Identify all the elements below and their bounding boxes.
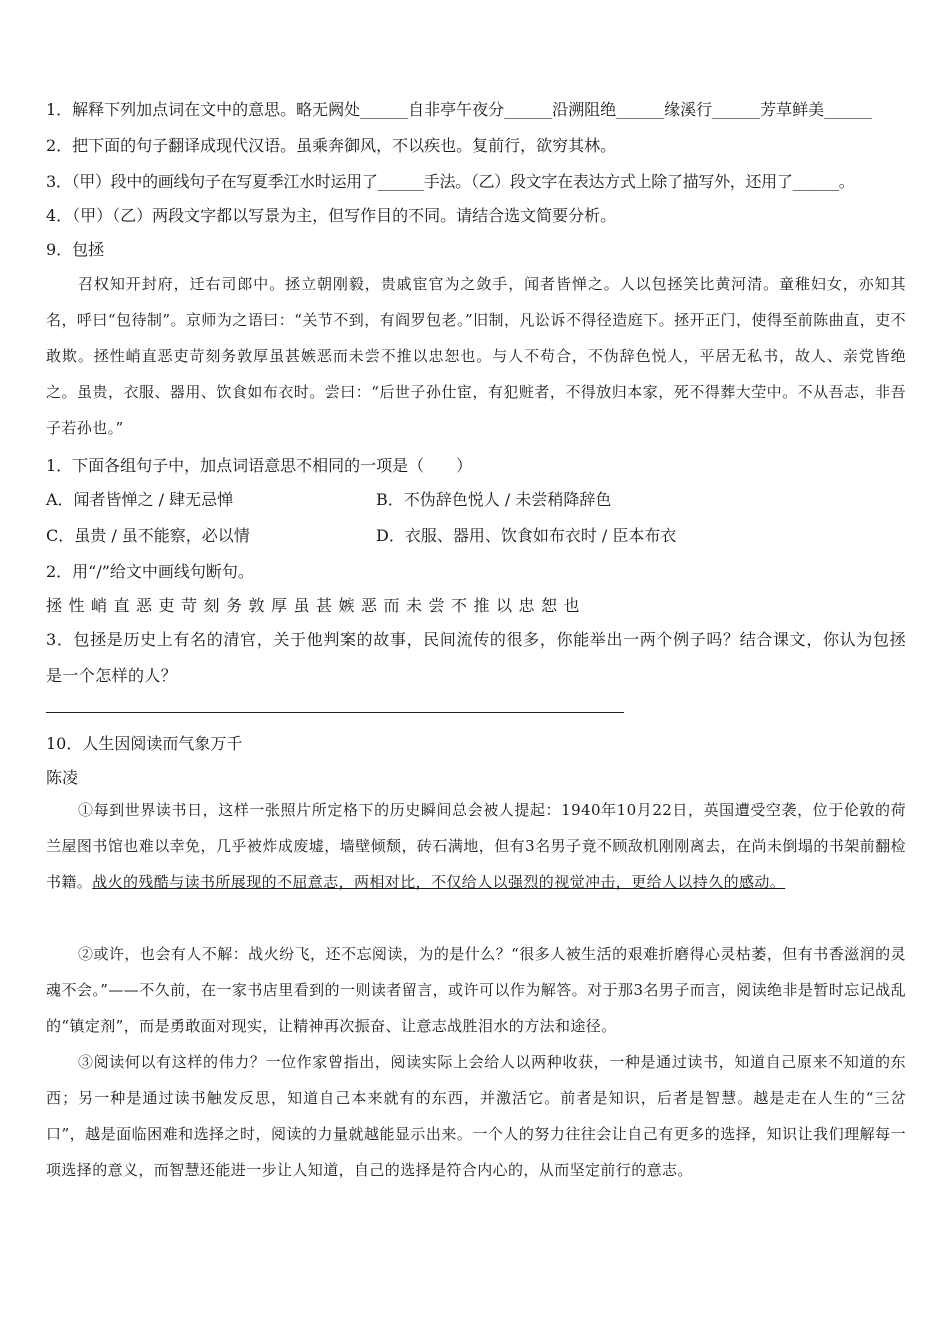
question-8-1: 1．解释下列加点词在文中的意思。略无阙处______自非亭午夜分______沿溯阻绝______缘溪行______芳草鲜美______ [46, 100, 873, 119]
question-9-3: 3．包拯是历史上有名的清官，关于他判案的故事，民间流传的很多，你能举出一两个例子吗？结合课文，你认为包拯是一个怎样的人？ [46, 630, 906, 685]
paragraph-2: ②或许，也会有人不解：战火纷飞，还不忘阅读，为的是什么？“很多人被生活的艰难折磨得心灵枯萎，但有书香滋润的灵魂不会。”——不久前，在一家书店里看到的一则读者留言，或许可以作为解答。对于那3名男子而言，阅读绝非是暂时忘记战乱的“镇定剂”，而是勇敢面对现实，让精神再次振奋、让意志战胜泪水的方法和途径。 [46, 945, 906, 1035]
option-row-cd [46, 526, 677, 546]
question-8-3: 3．（甲）段中的画线句子在写夏季江水时运用了______手法。（乙）段文字在表达方式上除了描写外，还用了______。 [46, 172, 855, 191]
section-9-title: 9．包拯 [46, 240, 105, 259]
option-a: A．闻者皆惮之 / 肆无忌惮 [46, 490, 234, 509]
section-10-title: 10．人生因阅读而气象万千 [46, 734, 243, 753]
paragraph-1-text: ①每到世界读书日，这样一张照片所定格下的历史瞬间总会被人提起：1940年10月22日，英国遭受空袭，位于伦敦的荷兰屋图书馆也难以幸免，几乎被炸成废墟，墙壁倾颓，砖石满地，但有3名男子竟不顾敌机刚刚离去，在尚未倒塌的书架前翻检书籍。 [46, 801, 906, 891]
question-9-1: 1．下面各组句子中，加点词语意思不相同的一项是（ ） [46, 456, 473, 475]
paragraph-1-underlined: 战火的残酷与读书所展现的不屈意志，两相对比，不仅给人以强烈的视觉冲击，更给人以持久的感动。 [92, 873, 786, 891]
option-b: B．不伪辞色悦人 / 未尝稍降辞色 [376, 490, 612, 509]
author: 陈凌 [46, 768, 79, 787]
question-9-2-sentence: 拯性峭直恶吏苛刻务敦厚虽甚嫉恶而未尝不推以忠恕也 [46, 596, 587, 615]
option-d: D．衣服、器用、饮食如布衣时 / 臣本布衣 [376, 526, 677, 545]
question-9-2: 2．用“/”给文中画线句断句。 [46, 562, 254, 581]
question-8-2: 2．把下面的句子翻译成现代汉语。虽乘奔御风，不以疾也。复前行，欲穷其林。 [46, 136, 617, 155]
paragraph-1 [46, 792, 906, 900]
question-8-4: 4．（甲）（乙）两段文字都以写景为主，但写作目的不同。请结合选文简要分析。 [46, 206, 617, 225]
section-9-passage: 召权知开封府，迁右司郎中。拯立朝刚毅，贵戚宦官为之敛手，闻者皆惮之。人以包拯笑比黄河清。童稚妇女，亦知其名，呼曰“包待制”。京师为之语曰：“关节不到，有阎罗包老。”旧制，凡讼诉不得径造庭下。拯开正门，使得至前陈曲直，吏不敢欺。拯性峭直恶吏苛刻务敦厚虽甚嫉恶而未尝不推以忠恕也。与人不苟合，不伪辞色悦人，平居无私书，故人、亲党皆绝之。虽贵，衣服、器用、饮食如布衣时。尝曰：“后世子孙仕宦，有犯赃者，不得放归本家，死不得葬大茔中。不从吾志，非吾子若孙也。” [46, 275, 906, 437]
paragraph-3: ③阅读何以有这样的伟力？一位作家曾指出，阅读实际上会给人以两种收获，一种是通过读书，知道自己原来不知道的东西；另一种是通过读书触发反思，知道自己本来就有的东西，并激活它。前者是知识，后者是智慧。越是走在人生的“三岔口”，越是面临困难和选择之时，阅读的力量就越能显示出来。一个人的努力往往会让自己有更多的选择，知识让我们理解每一项选择的意义，而智慧还能进一步让人知道，自己的选择是符合内心的，从而坚定前行的意志。 [46, 1053, 906, 1179]
answer-line [46, 712, 624, 713]
option-row-ab [46, 490, 612, 510]
option-c: C．虽贵 / 虽不能察，必以情 [46, 526, 250, 545]
